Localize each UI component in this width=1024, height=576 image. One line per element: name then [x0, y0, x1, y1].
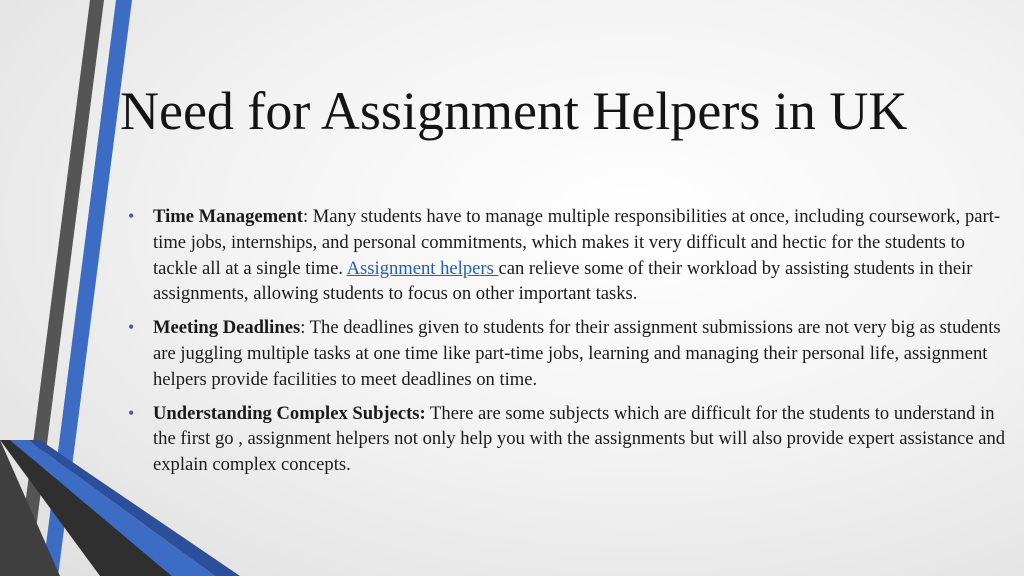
bullet-text: There are some subjects which are difficult for the students to understand in the first go , assignment helpers not only help you with the assignments but will also provide expert assistance and explain complex concepts. — [153, 402, 1006, 476]
slide-content — [126, 204, 1006, 486]
bullet-time-management — [126, 204, 1006, 307]
bullet-understanding-complex-subjects — [126, 401, 1006, 478]
slide-title: Need for Assignment Helpers in UK — [120, 81, 908, 141]
bullet-dot-icon: • — [128, 317, 135, 338]
bullet-text: Many students have to manage multiple responsibilities at once, including coursework, part-time jobs, internships, and personal commitments, which makes it very difficult and hectic for the students to tackle all at a single time. — [153, 206, 1001, 279]
bullet-separator: : — [300, 317, 310, 339]
bullet-text-continued: can relieve some of their workload by assisting students in their assignments, allowing students to focus on other important tasks. — [153, 257, 973, 305]
bullet-lead: Meeting Deadlines — [153, 317, 301, 339]
bullet-dot-icon: • — [128, 402, 135, 423]
bullet-lead: Understanding Complex Subjects: — [153, 402, 426, 424]
bullet-list — [126, 204, 1006, 478]
assignment-helpers-link[interactable]: Assignment helpers — [346, 257, 499, 279]
bullet-lead: Time Management — [153, 206, 303, 227]
bullet-meeting-deadlines — [126, 315, 1006, 392]
bullet-separator: : — [302, 206, 313, 227]
bullet-dot-icon: • — [128, 206, 135, 226]
bullet-text: The deadlines given to students for their assignment submissions are not very big as students are juggling multiple tasks at one time like part-time jobs, learning and managing their personal life, assignment helpers provide facilities to meet deadlines on time. — [153, 317, 1001, 390]
